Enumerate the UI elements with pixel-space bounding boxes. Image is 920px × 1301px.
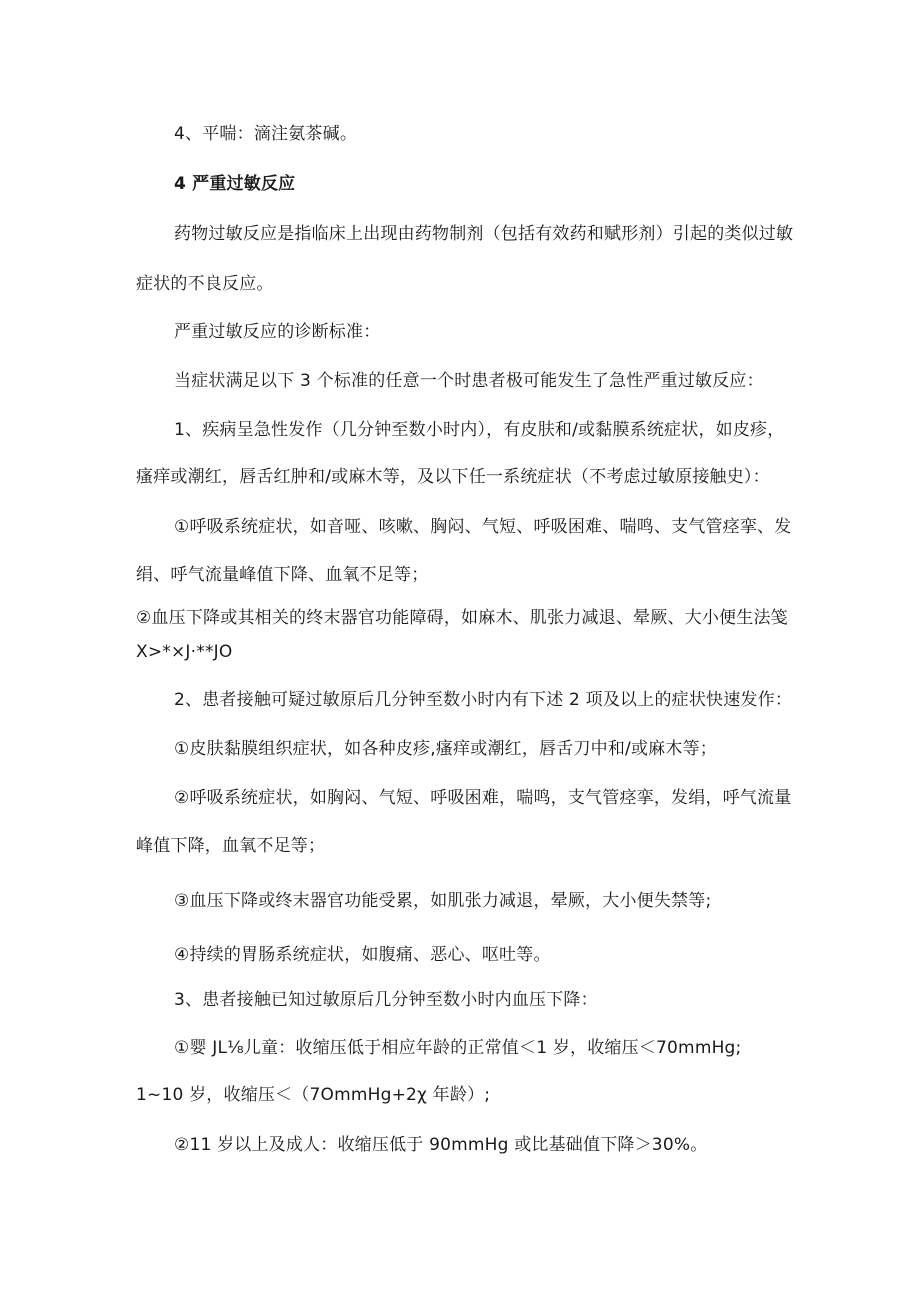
text-line: 药物过敏反应是指临床上出现由药物制剂（包括有效药和赋形剂）引起的类似过敏 [174,224,794,244]
text-line: ②11 岁以上及成人：收缩压低于 90mmHg 或比基础值下降＞30%。 [174,1135,708,1155]
text-line: ②呼吸系统症状，如胸闷、气短、呼吸困难，喘鸣，支气管痉挛，发绢，呼气流量 [174,788,792,808]
text-line: 1、疾病呈急性发作（几分钟至数小时内），有皮肤和/或黏膜系统症状，如皮疹， [174,420,785,440]
text-line: 4、平喘：滴注氨茶碱。 [174,124,358,144]
text-line: 1~10 岁，收缩压＜（7OmmHg+2χ 年龄）; [136,1085,491,1105]
text-line: 瘙痒或潮红，唇舌红肿和/或麻木等，及以下任一系统症状（不考虑过敏原接触史）： [136,467,770,487]
text-line: ①婴 JL⅛儿童：收缩压低于相应年龄的正常值＜1 岁，收缩压＜70mmHg; [174,1038,742,1058]
text-line: ④持续的胃肠系统症状，如腹痛、恶心、呕吐等。 [174,945,551,965]
section-heading: 4 严重过敏反应 [174,174,296,194]
text-line: X>*×J·**JO [136,642,233,662]
text-line: 严重过敏反应的诊断标准： [174,322,381,342]
text-line: ②血压下降或其相关的终末器官功能障碍，如麻木、肌张力减退、晕厥、大小便生法笺 [136,608,788,628]
text-line: 3、患者接触已知过敏原后几分钟至数小时内血压下降： [174,990,598,1010]
text-line: 当症状满足以下 3 个标准的任意一个时患者极可能发生了急性严重过敏反应： [174,371,764,391]
text-line: 峰值下降，血氧不足等； [136,836,326,856]
text-line: ①呼吸系统症状，如音哑、咳嗽、胸闷、气短、呼吸困难、喘鸣、支气管痉挛、发 [174,517,792,537]
text-line: 绢、呼气流量峰值下降、血氧不足等； [136,565,429,585]
text-line: ①皮肤黏膜组织症状，如各种皮疹,瘙痒或潮红，唇舌刀中和/或麻木等； [174,739,717,759]
text-line: 症状的不良反应。 [136,274,274,294]
text-line: 2、患者接触可疑过敏原后几分钟至数小时内有下述 2 项及以上的症状快速发作： [174,690,793,710]
text-line: ③血压下降或终末器官功能受累，如肌张力减退，晕厥，大小便失禁等; [174,891,712,911]
